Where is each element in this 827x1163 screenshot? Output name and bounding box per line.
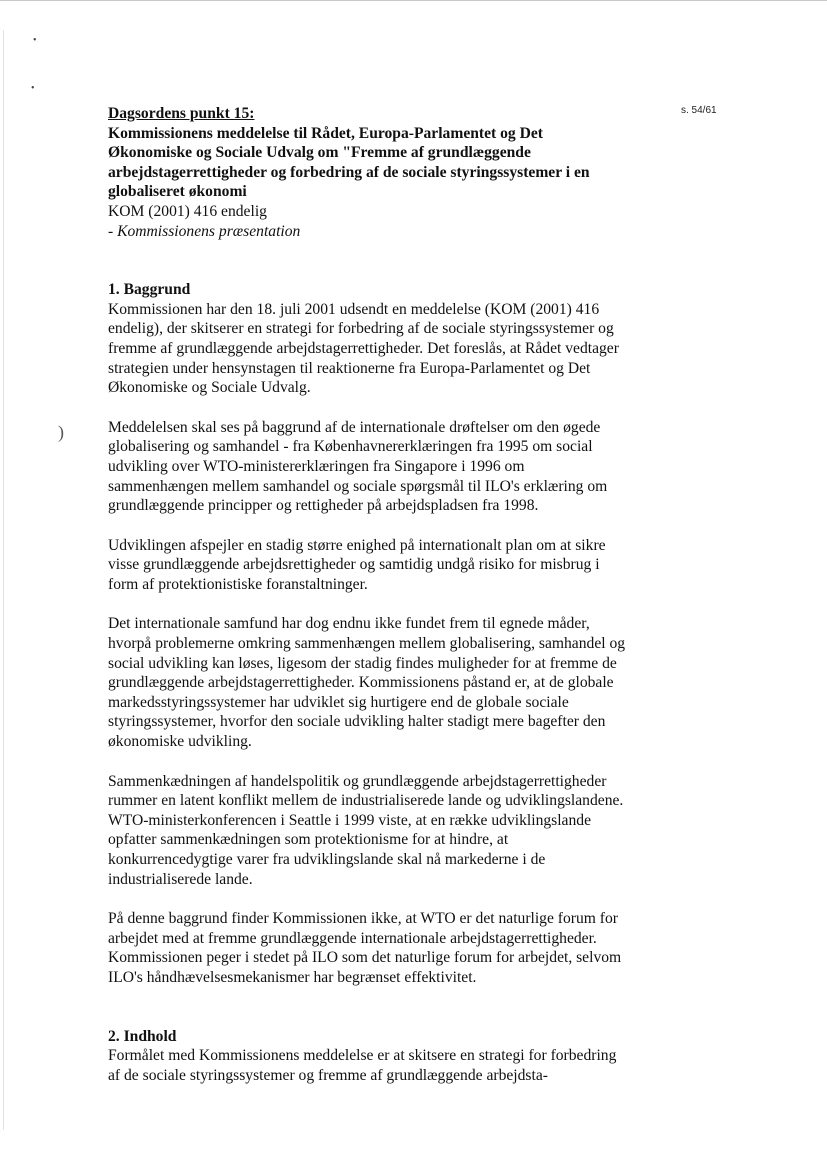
agenda-title: Dagsordens punkt 15: xyxy=(108,105,255,122)
document-reference: KOM (2001) 416 endelig xyxy=(108,202,267,220)
scan-margin-mark: ) xyxy=(58,422,64,442)
scan-top-edge xyxy=(0,0,827,1)
paragraph: Det internationale samfund har dog endnu ikke fundet frem til egnede måder, hvorpå problemerne omkring sammenhængen mellem globalisering, samhandel og social udvikling kan løses, ligesom der stadig findes muligheder for at fremme de grundlæggende arbejdstagerrettigheder. Kommissionens påstand er, at de globale markedsstyringssystemer har udviklet sig hurtigere end de globale sociale styringssystemer, hvorfor den sociale udvikling halter stadigt mere bagefter den økonomiske udvikling. xyxy=(108,615,626,751)
paragraph: Udviklingen afspejler en stadig større enighed på internationalt plan om at sikre visse grundlæggende arbejdsrettigheder og samtidig undgå risiko for misbrug i form af protektionistiske foranstaltninger. xyxy=(108,536,606,593)
paragraph: Sammenkædningen af handelspolitik og grundlæggende arbejdstagerrettigheder rummer en latent konflikt mellem de industrialiserede lande og udviklingslandene. WTO-ministerkonferencen i Seattle i 1999 viste, at en række udviklingslande opfatter sammenkædningen som protektionisme for at hindre, at konkurrencedygtige varer fra udviklingslande skal nå markederne i de industrialiserede lande. xyxy=(108,772,624,888)
paragraph: Kommissionen har den 18. juli 2001 udsendt en meddelelse (KOM (2001) 416 endelig), der skitserer en strategi for forbedring af de sociale styringssystemer og fremme af grundlæggende arbejdstagerrettigheder. Det foreslås, at Rådet vedtager strategien under hensynstagen til reaktionerne fra Europa-Parlamentet og Det Økonomiske og Sociale Udvalg. xyxy=(108,300,619,397)
scan-left-edge xyxy=(3,30,4,1130)
paragraph: Formålet med Kommissionens meddelelse er at skitsere en strategi for forbedring af de sociale styringssystemer og fremme af grundlæggende arbejdsta- xyxy=(108,1047,617,1084)
scan-speck: • xyxy=(31,83,35,94)
document-body xyxy=(108,104,628,1085)
page-number: s. 54/61 xyxy=(681,105,717,116)
agenda-subject: Kommissionens meddelelse til Rådet, Europa-Parlamentet og Det Økonomiske og Sociale Udvalg om "Fremme af grundlæggende arbejdstagerrettigheder og forbedring af de sociale styringssystemer i en globaliseret økonomi xyxy=(108,124,590,201)
scan-speck: • xyxy=(33,35,37,46)
paragraph: Meddelelsen skal ses på baggrund af de internationale drøftelser om den øgede globalisering og samhandel - fra Københavnererklæringen fra 1995 om social udvikling over WTO-ministererklæringen fra Singapore i 1996 om sammenhængen mellem samhandel og sociale spørgsmål til ILO's erklæring om grundlæggende principper og rettigheder på arbejdspladsen fra 1998. xyxy=(108,418,608,515)
paragraph: På denne baggrund finder Kommissionen ikke, at WTO er det naturlige forum for arbejdet med at fremme grundlæggende internationale arbejdstagerrettigheder. Kommissionen peger i stedet på ILO som det naturlige forum for arbejdet, selvom ILO's håndhævelsesmekanismer har begrænset effektivitet. xyxy=(108,910,622,986)
presentation-note: - Kommissionens præsentation xyxy=(108,222,301,240)
section-heading-indhold: 2. Indhold xyxy=(108,1027,177,1045)
section-heading-baggrund: 1. Baggrund xyxy=(108,281,191,299)
